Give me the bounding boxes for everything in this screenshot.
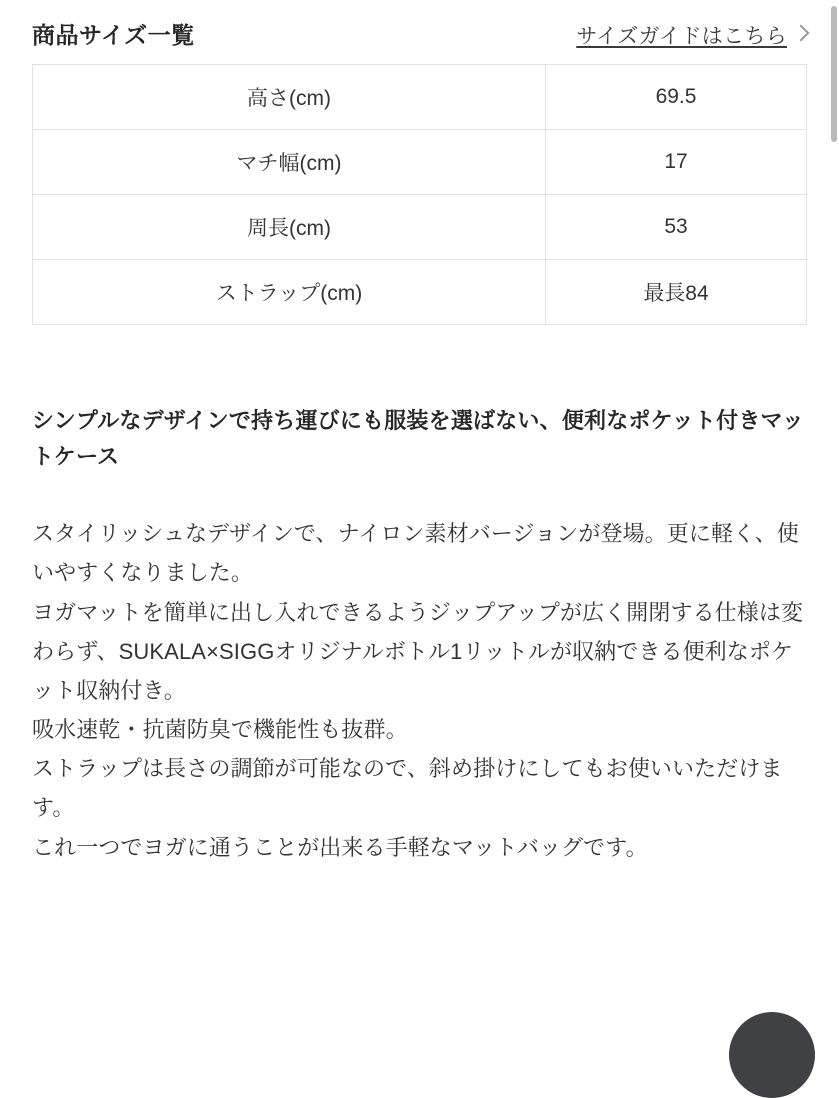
size-guide-link[interactable] [576,20,807,50]
table-row [33,130,807,195]
description-paragraph: これ一つでヨガに通うことが出来る手軽なマットバッグです。 [32,834,648,860]
description-lead: シンプルなデザインで持ち運びにも服装を選ばない、便利なポケット付きマットケース [32,408,805,469]
page-title: 商品サイズ一覧 [32,22,195,49]
size-table [32,64,807,325]
chevron-right-icon [793,25,810,42]
size-row-label: マチ幅(cm) [33,130,546,195]
vertical-scrollbar[interactable] [831,0,837,1080]
description-paragraph: ヨガマットを簡単に出し入れできるようジップアップが広く開閉する仕様は変わらず、SUKALA×SIGGオリジナルボトル1リットルが収納できる便利なポケット収納付き。 [32,599,804,703]
section-header [32,0,807,64]
size-row-value: 53 [546,195,807,260]
description-paragraph: ストラップは長さの調節が可能なので、斜め掛けにしてもお使いいただけます。 [32,756,783,821]
size-row-value: 69.5 [546,65,807,130]
size-row-label: 周長(cm) [33,195,546,260]
product-description [32,403,807,867]
description-paragraph: 吸水速乾・抗菌防臭で機能性も抜群。 [32,717,408,743]
scrollbar-thumb[interactable] [831,6,837,142]
table-row [33,195,807,260]
scroll-top-button[interactable] [729,1012,815,1098]
description-body [32,514,807,866]
table-row [33,65,807,130]
table-row [33,260,807,325]
size-row-value: 最長84 [546,260,807,325]
description-paragraph: スタイリッシュなデザインで、ナイロン素材バージョンが登場。更に軽く、使いやすくなりました。 [32,521,799,586]
size-row-value: 17 [546,130,807,195]
size-guide-link-label: サイズガイドはこちら [576,25,787,48]
size-row-label: 高さ(cm) [33,65,546,130]
size-row-label: ストラップ(cm) [33,260,546,325]
